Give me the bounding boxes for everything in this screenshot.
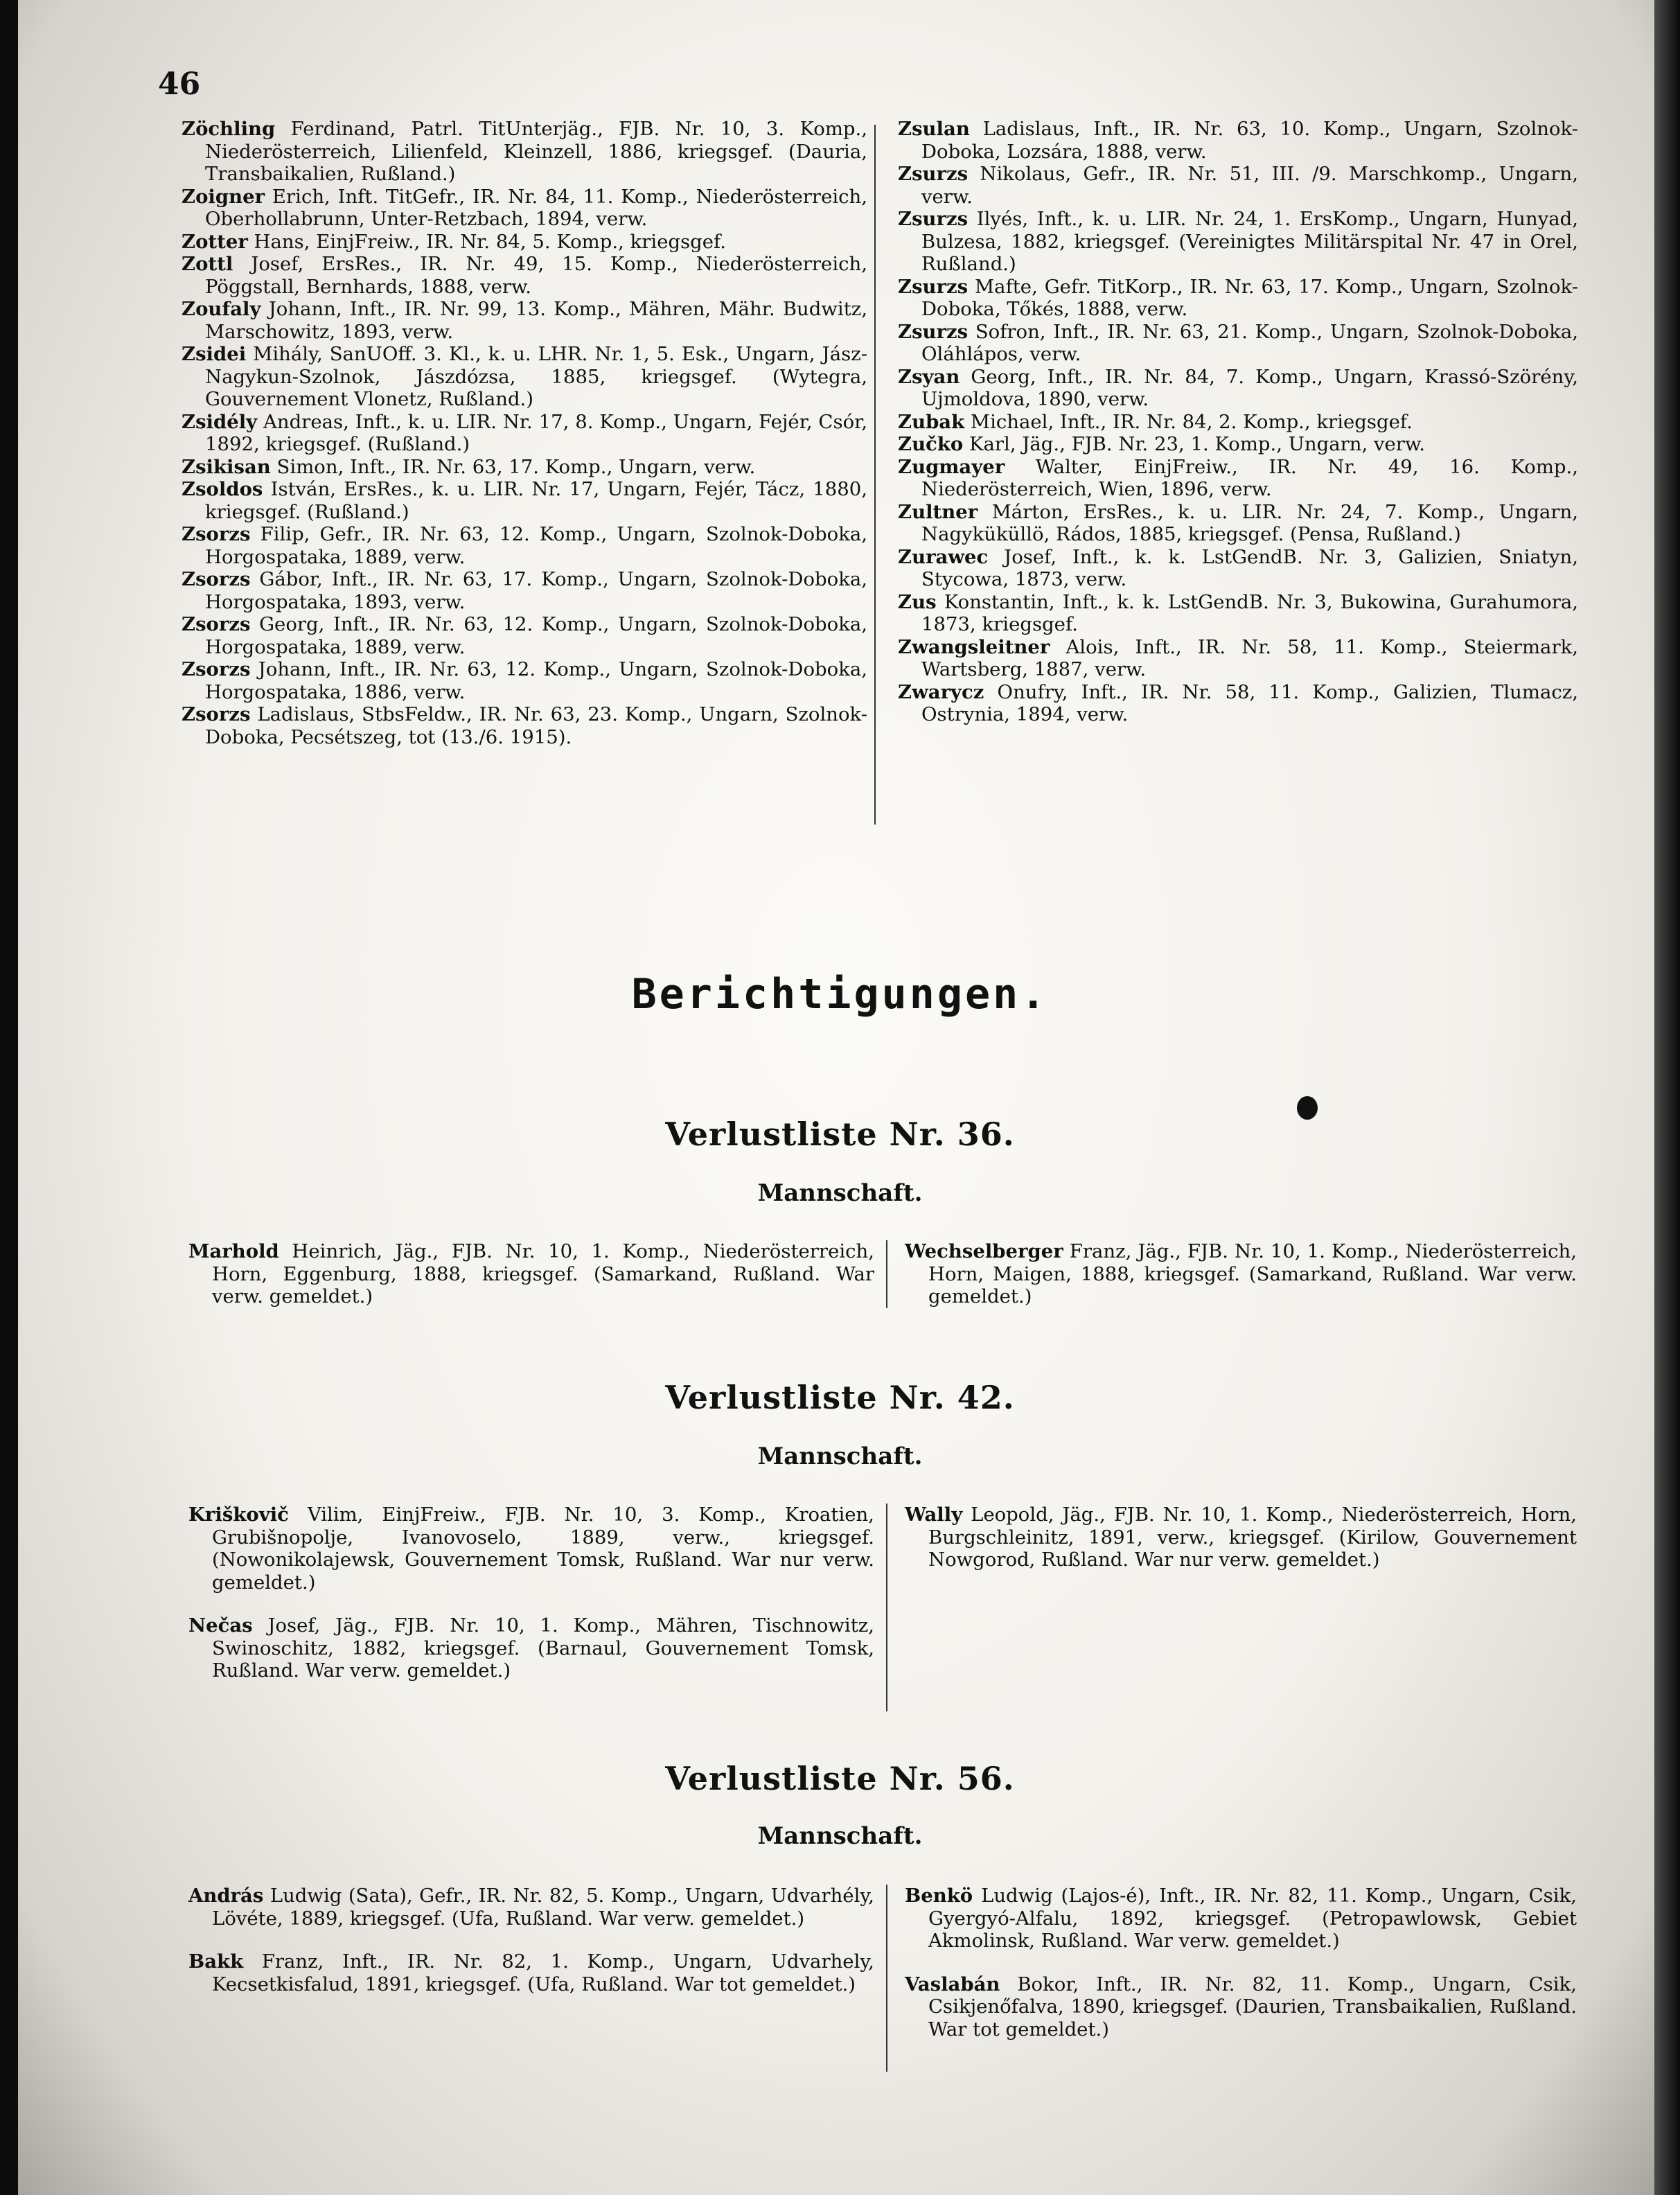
list-entry: Zoigner Erich, Inft. TitGefr., IR. Nr. 84, 11. Komp., Niederösterreich, Oberhollabrunn, Unter-Retzbach, 1894, verw. [182, 185, 867, 230]
section-left-column [188, 1885, 874, 1995]
section-subtitle: Mannschaft. [757, 1822, 923, 1850]
section-right-column [905, 1885, 1577, 2040]
list-entry: Zugmayer Walter, EinjFreiw., IR. Nr. 49, 16. Komp., Niederösterreich, Wien, 1896, verw. [898, 455, 1578, 500]
list-entry: Zsurzs Sofron, Inft., IR. Nr. 63, 21. Komp., Ungarn, Szolnok-Doboka, Oláhlápos, verw. [898, 320, 1578, 365]
section-right-column [905, 1504, 1577, 1571]
section-title: Verlustliste Nr. 42. [665, 1379, 1015, 1416]
list-entry: Zsurzs Nikolaus, Gefr., IR. Nr. 51, III. /9. Marschkomp., Ungarn, verw. [898, 163, 1578, 208]
section-left-column [188, 1504, 874, 1682]
list-entry: Wally Leopold, Jäg., FJB. Nr. 10, 1. Komp., Niederösterreich, Horn, Burgschleinitz, 1891, verw., kriegsgef. (Kirilow, Gouvernement Nowgorod, Rußland. War nur verw. gemeldet.) [905, 1504, 1577, 1571]
list-entry: Zottl Josef, ErsRes., IR. Nr. 49, 15. Komp., Niederösterreich, Pöggstall, Bernhards, 1888, verw. [182, 253, 867, 298]
list-entry: Zwarycz Onufry, Inft., IR. Nr. 58, 11. Komp., Galizien, Tlumacz, Ostrynia, 1894, verw. [898, 680, 1578, 725]
list-entry: Marhold Heinrich, Jäg., FJB. Nr. 10, 1. Komp., Niederösterreich, Horn, Eggenburg, 1888, kriegsgef. (Samarkand, Rußland. War verw. gemeldet.) [188, 1240, 874, 1307]
list-entry: Zultner Márton, ErsRes., k. u. LIR. Nr. 24, 7. Komp., Ungarn, Nagyküküllö, Rádos, 1885, kriegsgef. (Pensa, Rußland.) [898, 500, 1578, 545]
list-entry: Zsidély Andreas, Inft., k. u. LIR. Nr. 17, 8. Komp., Ungarn, Fejér, Csór, 1892, kriegsgef. (Rußland.) [182, 410, 867, 455]
list-entry: András Ludwig (Sata), Gefr., IR. Nr. 82, 5. Komp., Ungarn, Udvarhély, Lövéte, 1889, kriegsgef. (Ufa, Rußland. War verw. gemeldet.) [188, 1885, 874, 1930]
list-entry: Zubak Michael, Inft., IR. Nr. 84, 2. Komp., kriegsgef. [898, 410, 1413, 433]
list-entry: Wechselberger Franz, Jäg., FJB. Nr. 10, 1. Komp., Niederösterreich, Horn, Maigen, 1888, kriegsgef. (Samarkand, Rußland. War verw. gemeldet.) [905, 1240, 1577, 1307]
list-entry: Zsorzs Filip, Gefr., IR. Nr. 63, 12. Komp., Ungarn, Szolnok-Doboka, Horgospataka, 1889, verw. [182, 523, 867, 568]
list-entry: Zurawec Josef, Inft., k. k. LstGendB. Nr. 3, Galizien, Sniatyn, Stycowa, 1873, verw. [898, 545, 1578, 590]
column-divider [886, 1504, 887, 1711]
casualty-list-right-column [898, 118, 1578, 726]
list-entry: Zsoldos István, ErsRes., k. u. LIR. Nr. 17, Ungarn, Fejér, Tácz, 1880, kriegsgef. (Rußland.) [182, 478, 867, 523]
list-entry: Zučko Karl, Jäg., FJB. Nr. 23, 1. Komp., Ungarn, verw. [898, 433, 1425, 455]
column-divider [874, 125, 876, 825]
list-entry: Zsorzs Georg, Inft., IR. Nr. 63, 12. Komp., Ungarn, Szolnok-Doboka, Horgospataka, 1889, verw. [182, 613, 867, 658]
corrections-heading: Berichtigungen. [631, 970, 1049, 1019]
list-entry: Zöchling Ferdinand, Patrl. TitUnterjäg., FJB. Nr. 10, 3. Komp., Niederösterreich, Lilienfeld, Kleinzell, 1886, kriegsgef. (Dauria, Transbaikalien, Rußland.) [182, 118, 867, 185]
section-subtitle: Mannschaft. [757, 1443, 923, 1470]
list-entry: Zsorzs Ladislaus, StbsFeldw., IR. Nr. 63, 23. Komp., Ungarn, Szolnok-Doboka, Pecsétszeg, tot (13./6. 1915). [182, 703, 867, 748]
list-entry: Zsidei Mihály, SanUOff. 3. Kl., k. u. LHR. Nr. 1, 5. Esk., Ungarn, Jász-Nagykun-Szolnok, Jászdózsa, 1885, kriegsgef. (Wytegra, Gouvernement Vlonetz, Rußland.) [182, 343, 867, 410]
scan-edge [1654, 0, 1680, 2195]
list-entry: Zwangsleitner Alois, Inft., IR. Nr. 58, 11. Komp., Steiermark, Wartsberg, 1887, verw. [898, 635, 1578, 680]
list-entry: Zsurzs Ilyés, Inft., k. u. LIR. Nr. 24, 1. ErsKomp., Ungarn, Hunyad, Bulzesa, 1882, kriegsgef. (Vereinigtes Militärspital Nr. 47 in Orel, Rußland.) [898, 208, 1578, 275]
section-right-column [905, 1240, 1577, 1308]
column-divider [886, 1240, 887, 1308]
list-entry: Zus Konstantin, Inft., k. k. LstGendB. Nr. 3, Bukowina, Gurahumora, 1873, kriegsgef. [898, 590, 1578, 635]
list-entry: Zsurzs Mafte, Gefr. TitKorp., IR. Nr. 63, 17. Komp., Ungarn, Szolnok-Doboka, Tőkés, 1888, verw. [898, 275, 1578, 320]
page-number: 46 [158, 67, 201, 102]
list-entry: Zsyan Georg, Inft., IR. Nr. 84, 7. Komp., Ungarn, Krassó-Szörény, Ujmoldova, 1890, verw. [898, 365, 1578, 410]
list-entry: Bakk Franz, Inft., IR. Nr. 82, 1. Komp., Ungarn, Udvarhely, Kecsetkisfalud, 1891, kriegsgef. (Ufa, Rußland. War tot gemeldet.) [188, 1950, 874, 1995]
list-entry: Kriškovič Vilim, EinjFreiw., FJB. Nr. 10, 3. Komp., Kroatien, Grubišnopolje, Ivanovoselo, 1889, verw., kriegsgef. (Nowonikolajewsk, Gouvernement Tomsk, Rußland. War nur verw. gemeldet.) [188, 1504, 874, 1594]
section-left-column [188, 1240, 874, 1308]
list-entry: Zotter Hans, EinjFreiw., IR. Nr. 84, 5. Komp., kriegsgef. [182, 230, 726, 253]
section-title: Verlustliste Nr. 56. [665, 1760, 1015, 1797]
list-entry: Zsulan Ladislaus, Inft., IR. Nr. 63, 10. Komp., Ungarn, Szolnok-Doboka, Lozsára, 1888, verw. [898, 118, 1578, 163]
list-entry: Zoufaly Johann, Inft., IR. Nr. 99, 13. Komp., Mähren, Mähr. Budwitz, Marschowitz, 1893, verw. [182, 298, 867, 343]
list-entry: Vaslabán Bokor, Inft., IR. Nr. 82, 11. Komp., Ungarn, Csik, Csikjenőfalva, 1890, kriegsgef. (Daurien, Transbaikalien, Rußland. War tot gemeldet.) [905, 1973, 1577, 2040]
list-entry: Zsorzs Johann, Inft., IR. Nr. 63, 12. Komp., Ungarn, Szolnok-Doboka, Horgospataka, 1886, verw. [182, 658, 867, 703]
list-entry: Zsorzs Gábor, Inft., IR. Nr. 63, 17. Komp., Ungarn, Szolnok-Doboka, Horgospataka, 1893, verw. [182, 568, 867, 613]
section-subtitle: Mannschaft. [757, 1179, 923, 1207]
list-entry: Benkö Ludwig (Lajos-é), Inft., IR. Nr. 82, 11. Komp., Ungarn, Csik, Gyergyó-Alfalu, 1892, kriegsgef. (Petropawlowsk, Gebiet Akmolinsk, Rußland. War verw. gemeldet.) [905, 1885, 1577, 1952]
casualty-list-left-column [182, 118, 867, 748]
column-divider [886, 1885, 887, 2072]
list-entry: Zsikisan Simon, Inft., IR. Nr. 63, 17. Komp., Ungarn, verw. [182, 455, 756, 478]
section-title: Verlustliste Nr. 36. [665, 1116, 1015, 1153]
list-entry: Nečas Josef, Jäg., FJB. Nr. 10, 1. Komp., Mähren, Tischnowitz, Swinoschitz, 1882, kriegsgef. (Barnaul, Gouvernement Tomsk, Rußland. War verw. gemeldet.) [188, 1614, 874, 1682]
